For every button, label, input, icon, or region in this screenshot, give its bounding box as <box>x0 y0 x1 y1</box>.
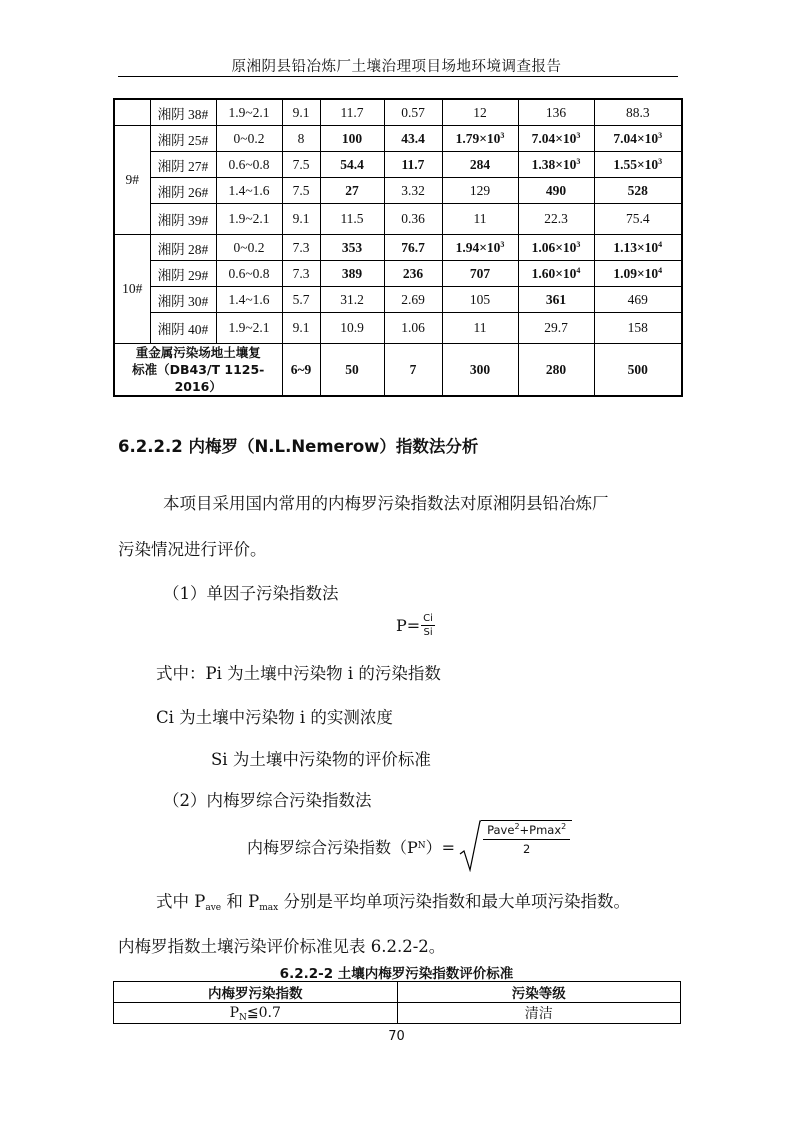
value-cell: 528 <box>594 178 682 204</box>
header-rule <box>118 76 678 77</box>
table-row <box>114 126 682 152</box>
list-item: （2）内梅罗综合污染指数法 <box>163 791 372 810</box>
value-cell: $1.79\times 10^3$ <box>442 126 518 152</box>
value-cell: 11 <box>442 313 518 344</box>
table-row <box>114 287 682 313</box>
depth-cell: 1.4~1.6 <box>216 178 282 204</box>
value-cell: 27 <box>320 178 384 204</box>
value-cell: 11 <box>442 204 518 235</box>
group-cell: 10# <box>114 235 150 344</box>
value-cell: 353 <box>320 235 384 261</box>
list-item: （1）单因子污染指数法 <box>163 584 339 603</box>
value-cell: 0.36 <box>384 204 442 235</box>
standard-value: 7 <box>384 344 442 397</box>
value-cell: 12 <box>442 99 518 126</box>
nemerow-standard-table <box>113 981 681 1024</box>
ph-cell: 7.5 <box>282 152 320 178</box>
page-header-title: 原湘阴县铅冶炼厂土壤治理项目场地环境调查报告 <box>231 59 562 75</box>
value-cell: 75.4 <box>594 204 682 235</box>
paragraph-line: 内梅罗指数土壤污染评价标准见表 6.2.2-2。 <box>118 937 446 956</box>
sample-cell: 湘阴 26# <box>150 178 216 204</box>
value-cell: 29.7 <box>518 313 594 344</box>
standard-value: 280 <box>518 344 594 397</box>
sample-cell: 湘阴 25# <box>150 126 216 152</box>
ph-cell: 9.1 <box>282 313 320 344</box>
value-cell: 1.06 <box>384 313 442 344</box>
paragraph-line: 式中 $P_{ave}$ 和 $P_{max}$ 分别是平均单项污染指数和最大单项污染指数。 <box>156 892 630 913</box>
nemerow-formula: 内梅罗综合污染指数（P N ）= $\frac{Pave^2+Pmax^2}{2}$ <box>247 820 572 872</box>
table-row <box>114 235 682 261</box>
table-header-row <box>114 982 681 1003</box>
value-cell: 100 <box>320 126 384 152</box>
value-cell: 43.4 <box>384 126 442 152</box>
value-cell: $1.38\times 10^3$ <box>518 152 594 178</box>
definition-line: Ci 为土壤中污染物 i 的实测浓度 <box>156 708 393 727</box>
value-cell: $7.04\times 10^3$ <box>594 126 682 152</box>
single-factor-formula: P= $\frac{Ci}{Si}$ <box>396 613 433 638</box>
value-cell: 490 <box>518 178 594 204</box>
standard-label: 重金属污染场地土壤复 标准（DB43/T 1125-2016） <box>114 344 282 397</box>
value-cell: 54.4 <box>320 152 384 178</box>
table-row <box>114 99 682 126</box>
value-cell: $1.06\times 10^3$ <box>518 235 594 261</box>
ph-cell: 9.1 <box>282 99 320 126</box>
value-cell: 22.3 <box>518 204 594 235</box>
depth-cell: 0~0.2 <box>216 235 282 261</box>
ph-cell: 9.1 <box>282 204 320 235</box>
column-header: 污染等级 <box>397 982 681 1003</box>
table-row <box>114 178 682 204</box>
standard-value: 500 <box>594 344 682 397</box>
value-cell: 0.57 <box>384 99 442 126</box>
heavy-metal-results-table <box>113 98 683 397</box>
value-cell: 76.7 <box>384 235 442 261</box>
value-cell: 389 <box>320 261 384 287</box>
depth-cell: 0.6~0.8 <box>216 152 282 178</box>
value-cell: $7.04\times 10^3$ <box>518 126 594 152</box>
ph-cell: 8 <box>282 126 320 152</box>
value-cell: 136 <box>518 99 594 126</box>
standard-row <box>114 344 682 397</box>
value-cell: $1.09\times 10^4$ <box>594 261 682 287</box>
ph-cell: 5.7 <box>282 287 320 313</box>
group-cell: 9# <box>114 126 150 235</box>
table-row <box>114 261 682 287</box>
value-cell: 129 <box>442 178 518 204</box>
value-cell: 707 <box>442 261 518 287</box>
sample-cell: 湘阴 29# <box>150 261 216 287</box>
paragraph-line: 污染情况进行评价。 <box>118 540 267 559</box>
depth-cell: 1.4~1.6 <box>216 287 282 313</box>
depth-cell: 1.9~2.1 <box>216 313 282 344</box>
definition-line: Si 为土壤中污染物的评价标准 <box>211 750 431 769</box>
value-cell: 11.7 <box>384 152 442 178</box>
value-cell: 88.3 <box>594 99 682 126</box>
table-row <box>114 313 682 344</box>
sample-cell: 湘阴 30# <box>150 287 216 313</box>
table-caption: 6.2.2-2 土壤内梅罗污染指数评价标准 <box>279 966 514 982</box>
standard-ph: 6~9 <box>282 344 320 397</box>
depth-cell: 1.9~2.1 <box>216 204 282 235</box>
value-cell: 158 <box>594 313 682 344</box>
value-cell: 2.69 <box>384 287 442 313</box>
paragraph-line: 本项目采用国内常用的内梅罗污染指数法对原湘阴县铅冶炼厂 <box>163 494 609 513</box>
value-cell: 361 <box>518 287 594 313</box>
group-cell <box>114 99 150 126</box>
table-row <box>114 1003 681 1024</box>
value-cell: $1.55\times 10^3$ <box>594 152 682 178</box>
value-cell: 284 <box>442 152 518 178</box>
depth-cell: 0~0.2 <box>216 126 282 152</box>
radical-sign-icon <box>459 820 481 872</box>
standard-value: 50 <box>320 344 384 397</box>
table-row <box>114 204 682 235</box>
sample-cell: 湘阴 27# <box>150 152 216 178</box>
table-row <box>114 152 682 178</box>
sample-cell: 湘阴 28# <box>150 235 216 261</box>
value-cell: 3.32 <box>384 178 442 204</box>
section-heading: 6.2.2.2 内梅罗（N.L.Nemerow）指数法分析 <box>118 437 479 456</box>
value-cell: $1.60\times 10^4$ <box>518 261 594 287</box>
value-cell: 11.5 <box>320 204 384 235</box>
index-cell: $P_N≦0.7$ <box>114 1003 398 1024</box>
ph-cell: 7.3 <box>282 235 320 261</box>
depth-cell: 1.9~2.1 <box>216 99 282 126</box>
level-cell: 清洁 <box>397 1003 681 1024</box>
definition-line: 式中：Pi 为土壤中污染物 i 的污染指数 <box>156 664 441 683</box>
value-cell: $1.13\times 10^4$ <box>594 235 682 261</box>
depth-cell: 0.6~0.8 <box>216 261 282 287</box>
sample-cell: 湘阴 40# <box>150 313 216 344</box>
column-header: 内梅罗污染指数 <box>114 982 398 1003</box>
page-number: 70 <box>388 1029 405 1044</box>
value-cell: 11.7 <box>320 99 384 126</box>
value-cell: $1.94\times 10^3$ <box>442 235 518 261</box>
value-cell: 105 <box>442 287 518 313</box>
value-cell: 31.2 <box>320 287 384 313</box>
ph-cell: 7.5 <box>282 178 320 204</box>
sample-cell: 湘阴 39# <box>150 204 216 235</box>
value-cell: 236 <box>384 261 442 287</box>
value-cell: 10.9 <box>320 313 384 344</box>
ph-cell: 7.3 <box>282 261 320 287</box>
value-cell: 469 <box>594 287 682 313</box>
standard-value: 300 <box>442 344 518 397</box>
sample-cell: 湘阴 38# <box>150 99 216 126</box>
